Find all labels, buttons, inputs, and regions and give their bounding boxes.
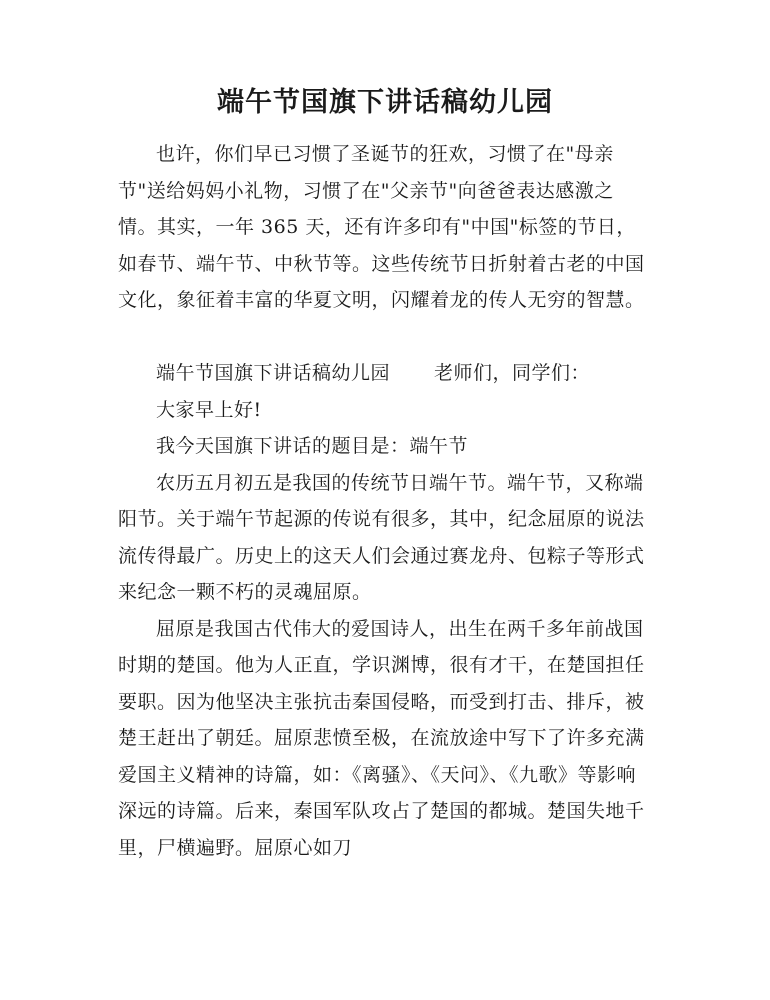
heading-line [118, 355, 648, 392]
intro-paragraph: 也许，你们早已习惯了圣诞节的狂欢，习惯了在"母亲节"送给妈妈小礼物，习惯了在"父亲节"向爸爸表达感激之情。其实，一年 365 天，还有许多印有"中国"标签的节日，如春节、端午节、中秋节等。这些传统节日折射着古老的中国文化，象征着丰富的华夏文明，闪耀着龙的传人无穷的智慧。 [118, 143, 645, 311]
paragraph-spacer [118, 319, 648, 356]
repeated-title: 端午节国旗下讲话稿幼儿园 [156, 362, 391, 384]
document-title: 端午节国旗下讲话稿幼儿园 [217, 87, 553, 118]
salutation: 老师们，同学们： [434, 362, 591, 384]
document-body [118, 136, 648, 866]
dragon-boat-origin-paragraph: 农历五月初五是我国的传统节日端午节。端午节，又称端阳节。关于端午节起源的传说有很多，其中，纪念屈原的说法流传得最广。历史上的这天人们会通过赛龙舟、包粽子等形式来纪念一颗不朽的灵魂屈原。 [118, 471, 645, 603]
qu-yuan-paragraph: 屈原是我国古代伟大的爱国诗人，出生在两千多年前战国时期的楚国。他为人正直，学识渊博，很有才干，在楚国担任要职。因为他坚决主张抗击秦国侵略，而受到打击、排斥，被楚王赶出了朝廷。屈原悲愤至极，在流放途中写下了许多充满爱国主义精神的诗篇，如：《离骚》、《天问》、《九歌》等影响深远的诗篇。后来，秦国军队攻占了楚国的都城。楚国失地千里，尸横遍野。屈原心如刀 [118, 617, 645, 859]
topic-paragraph: 我今天国旗下讲话的题目是：端午节 [156, 435, 469, 457]
greeting-paragraph: 大家早上好! [156, 398, 262, 421]
